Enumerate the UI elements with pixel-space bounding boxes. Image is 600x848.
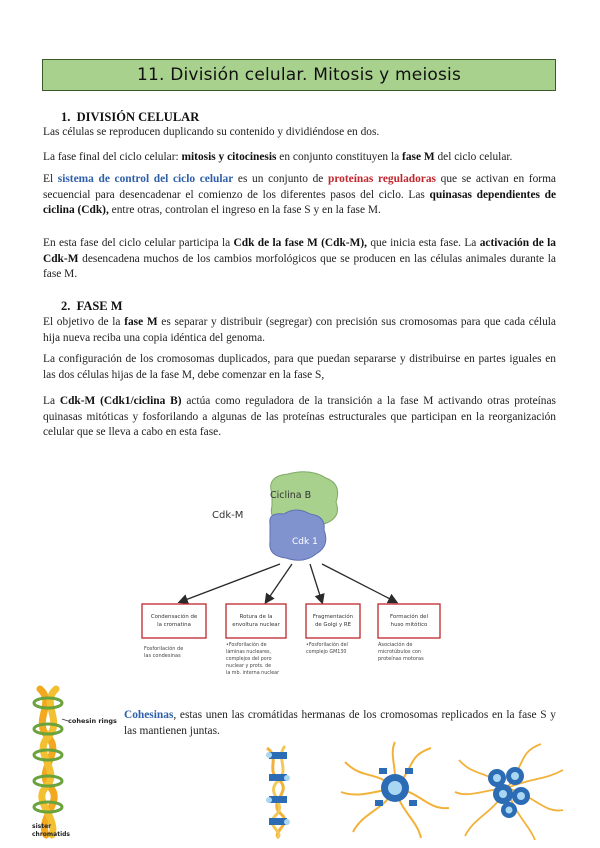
svg-text:Formación del: Formación del [389, 614, 429, 620]
section-1-title: DIVISIÓN CELULAR [76, 110, 200, 124]
cohesin-rosette [341, 742, 449, 838]
svg-text:huso mitótico: huso mitótico [390, 622, 428, 628]
svg-text:envoltura nuclear: envoltura nuclear [232, 622, 280, 628]
svg-text:Condensación de: Condensación de [150, 614, 198, 620]
s2-p2-text: La configuración de los cromosomas duplicados, para que puedan separarse y distribuirse en partes iguales en las dos células hijas de la fase M, debe comenzar en la fase S, [43, 353, 556, 381]
s1-p4-e: desencadena muchos de los cambios morfológicos que se producen en las células animales durante la fase M. [43, 252, 556, 280]
svg-text:microtúbulos con: microtúbulos con [378, 649, 422, 655]
section-1-number: 1. [61, 110, 71, 124]
svg-text:láminas nucleares,: láminas nucleares, [226, 650, 272, 655]
cohesin-term: Cohesinas [124, 709, 174, 721]
s1-paragraph-3 [43, 172, 556, 219]
box-huso [378, 604, 440, 662]
svg-text:•Fosforilación de: •Fosforilación de [226, 643, 267, 648]
s1-paragraph-4 [43, 236, 556, 283]
sister-label-1: sister [32, 823, 52, 830]
s1-p2-c: en conjunto constituyen la [276, 151, 403, 163]
cohesin-rings-label: cohesin rings [68, 717, 117, 725]
svg-text:complejo GM130: complejo GM130 [306, 650, 347, 655]
s1-p1-text: Las células se reproducen duplicando su contenido y dividiéndose en dos. [43, 126, 380, 138]
sister-label-2: chromatids [32, 831, 71, 838]
page-title: 11. División celular. Mitosis y meiosis [136, 65, 462, 85]
svg-text:de Golgi y RE: de Golgi y RE [314, 622, 352, 628]
s1-p2-a: La fase final del ciclo celular: [43, 151, 182, 163]
cdk1-shape [270, 510, 326, 560]
box-condensacion [142, 604, 206, 659]
box-envoltura [226, 604, 286, 676]
s1-paragraph-1 [43, 125, 556, 141]
section-1-heading [61, 110, 199, 125]
cohesin-text: , estas unen las cromátidas hermanas de los cromosomas replicados en la fase S y las mantienen juntas. [124, 709, 556, 737]
box-golgi [306, 604, 360, 655]
s1-p4-d: activación de la Cdk-M [43, 237, 556, 265]
s2-paragraph-3 [43, 394, 556, 441]
svg-text:Asociación de: Asociación de [378, 642, 413, 648]
svg-text:nuclear y prots. de: nuclear y prots. de [226, 664, 272, 669]
s1-p3-d: proteínas reguladoras [327, 173, 436, 185]
cdk-m-label: Cdk-M [212, 510, 244, 521]
s2-p3-c: actúa como reguladora de la transición a la fase M activando otras proteínas quinasas mitóticas y fosforilando a algunas de las proteínas estructurales que participan en la reorganización celular que se lleva a cabo en esta fase. [43, 395, 556, 438]
s1-p2-e: del ciclo celular. [434, 151, 513, 163]
s2-p1-b: fase M [124, 316, 158, 328]
cdk1-label: Cdk 1 [292, 537, 318, 547]
svg-text:Fosforilación de: Fosforilación de [144, 646, 184, 652]
cdk-m-diagram [120, 466, 450, 696]
svg-text:las condesinas: las condesinas [144, 653, 181, 659]
s1-p3-f: quinasas dependientes de ciclina (Cdk), [43, 188, 556, 216]
arrow-4 [322, 564, 396, 602]
svg-text:proteínas motoras: proteínas motoras [378, 656, 424, 662]
s1-p4-c: que inicia esta fase. La [367, 237, 480, 249]
s2-p1-a: El objetivo de la [43, 316, 125, 328]
cohesin-ladder [266, 746, 290, 838]
s1-p3-a: El [43, 173, 58, 185]
section-2-title: FASE M [76, 299, 123, 313]
svg-text:Fragmentación: Fragmentación [312, 614, 354, 620]
svg-text:la cromatina: la cromatina [157, 622, 191, 628]
s1-p3-b: sistema de control del ciclo celular [57, 173, 234, 185]
s1-p2-b: mitosis y citocinesis [181, 151, 277, 163]
arrow-2 [266, 564, 292, 602]
s1-p4-a: En esta fase del ciclo celular participa la [43, 237, 234, 249]
s1-p4-b: Cdk de la fase M (Cdk-M), [233, 237, 367, 249]
s1-p3-e: que se activan en forma secuencial para desencadenar el comienzo de los diferentes pasos del ciclo. Las [43, 173, 556, 201]
svg-text:complejos del poro: complejos del poro [226, 657, 272, 662]
s1-p3-c: es un conjunto de [233, 173, 328, 185]
s2-paragraph-2 [43, 352, 556, 383]
s1-paragraph-2 [43, 150, 556, 166]
s2-p3-a: La [43, 395, 60, 407]
s2-paragraph-1 [43, 315, 556, 346]
s2-p1-c: es separar y distribuir (segregar) con precisión sus cromosomas para que cada célula hija nueva reciba una copia idéntica del genoma. [43, 316, 556, 344]
cohesin-paragraph [124, 708, 556, 739]
svg-text:la mb. interna nuclear: la mb. interna nuclear [226, 671, 280, 676]
cohesin-molecules-illustration [245, 740, 565, 840]
arrow-1 [180, 564, 280, 602]
ciclina-b-label: Ciclina B [270, 490, 312, 501]
arrow-3 [310, 564, 322, 602]
title-banner [42, 59, 556, 91]
s2-p3-b: Cdk-M (Cdk1/ciclina B) [59, 395, 182, 407]
section-2-number: 2. [61, 299, 71, 313]
svg-text:Rotura de la: Rotura de la [239, 614, 273, 620]
s1-p2-d: fase M [402, 151, 435, 163]
s1-p3-g: entre otras, controlan el ingreso en la fase S y en la fase M. [108, 204, 381, 216]
cohesin-chromatids-illustration [30, 683, 125, 843]
cohesin-cluster [455, 744, 563, 840]
section-2-heading [61, 299, 123, 314]
svg-text:•Fosforilación del: •Fosforilación del [306, 643, 348, 648]
